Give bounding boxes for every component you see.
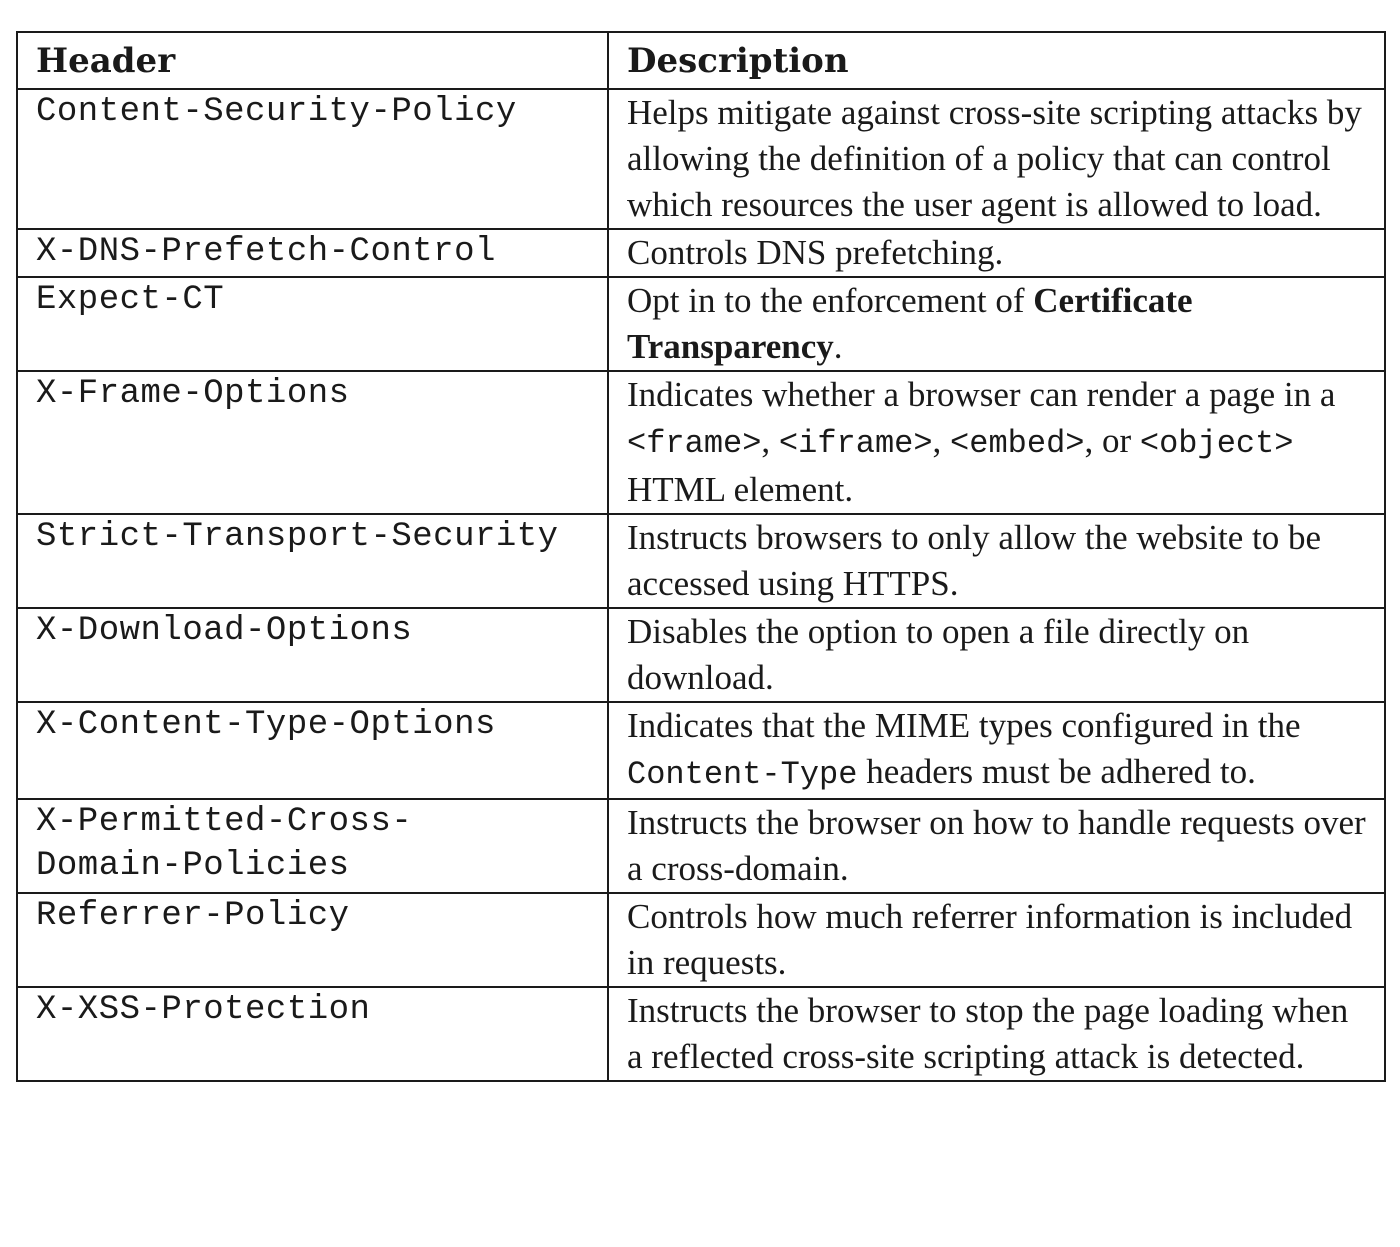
table-row (17, 987, 1385, 1081)
description-text: , (761, 421, 779, 460)
description-cell: Controls how much referrer information is included in requests. (608, 893, 1385, 987)
header-name-cell: X-DNS-Prefetch-Control (17, 229, 608, 277)
table-row (17, 89, 1385, 229)
description-cell (608, 702, 1385, 799)
description-cell: Instructs browsers to only allow the website to be accessed using HTTPS. (608, 514, 1385, 608)
description-text: Opt in to the enforcement of (627, 281, 1034, 320)
description-text: , (932, 421, 951, 460)
table-row (17, 229, 1385, 277)
description-code: <frame> (627, 425, 762, 462)
header-name-cell: Expect-CT (17, 277, 608, 371)
description-code: <object> (1139, 425, 1294, 462)
description-cell: Disables the option to open a file directly on download. (608, 608, 1385, 702)
description-code: <iframe> (778, 425, 933, 462)
table-row (17, 277, 1385, 371)
description-text: headers must be adhered to. (857, 752, 1256, 791)
description-text: Indicates that the MIME types configured in the (627, 706, 1301, 745)
table-row (17, 893, 1385, 987)
description-cell: Controls DNS prefetching. (608, 229, 1385, 277)
description-text: HTML element. (627, 470, 854, 509)
description-cell (608, 277, 1385, 371)
table-header-row (17, 32, 1385, 89)
table-row (17, 702, 1385, 799)
table-row (17, 799, 1385, 893)
security-headers-table (16, 31, 1386, 1082)
column-header-header: Header (17, 32, 608, 89)
header-name-cell: Referrer-Policy (17, 893, 608, 987)
description-emphasis: Certificate Transparency (627, 281, 1193, 366)
description-cell: Instructs the browser on how to handle requests over a cross-domain. (608, 799, 1385, 893)
description-cell: Instructs the browser to stop the page loading when a reflected cross-site scripting attack is detected. (608, 987, 1385, 1081)
header-name-line: Domain-Policies (36, 847, 350, 885)
table-row (17, 514, 1385, 608)
table-row (17, 608, 1385, 702)
header-name-cell: X-Frame-Options (17, 371, 608, 514)
description-code: <embed> (950, 425, 1085, 462)
description-text: Indicates whether a browser can render a page in a (627, 375, 1336, 414)
header-name-cell: X-XSS-Protection (17, 987, 608, 1081)
header-name-cell (17, 799, 608, 893)
description-text: , or (1084, 421, 1140, 460)
header-name-cell: Strict-Transport-Security (17, 514, 608, 608)
description-code: Content-Type (627, 756, 858, 793)
header-name-cell: X-Download-Options (17, 608, 608, 702)
column-header-description: Description (608, 32, 1385, 89)
header-name-cell: Content-Security-Policy (17, 89, 608, 229)
description-cell: Helps mitigate against cross-site scripting attacks by allowing the definition of a policy that can control which resources the user agent is allowed to load. (608, 89, 1385, 229)
header-name-cell: X-Content-Type-Options (17, 702, 608, 799)
description-cell (608, 371, 1385, 514)
table-row (17, 371, 1385, 514)
header-name-line: X-Permitted-Cross- (36, 803, 413, 841)
description-text: . (833, 327, 843, 366)
